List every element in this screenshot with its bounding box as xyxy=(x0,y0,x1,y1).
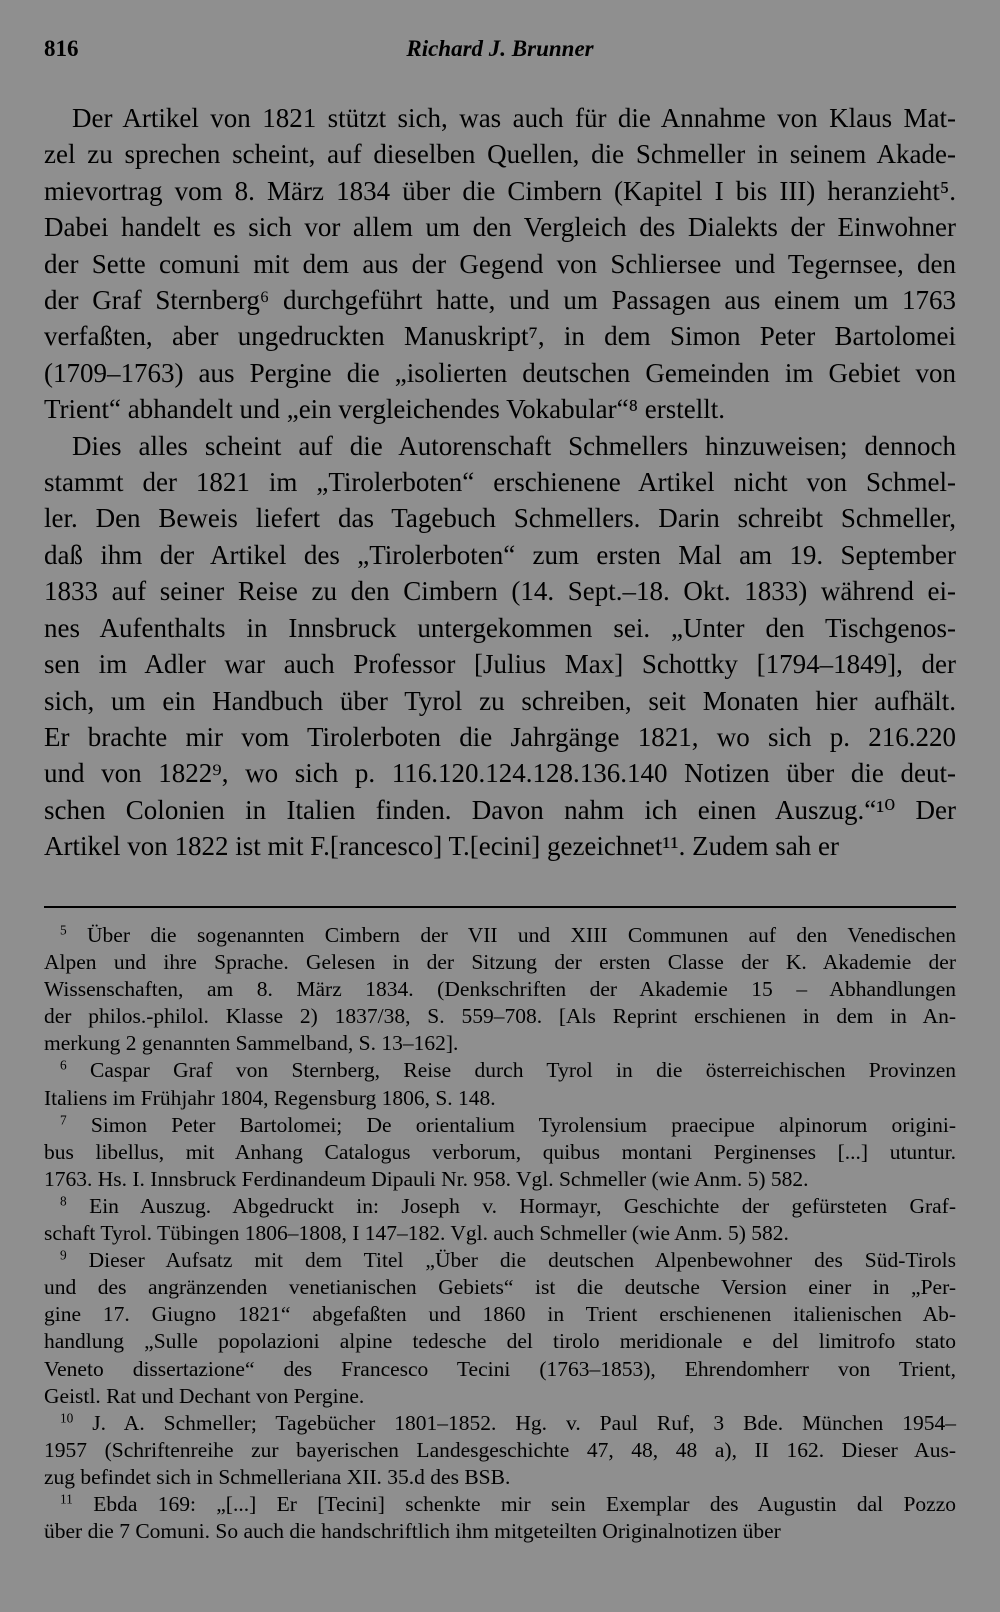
footnote-line xyxy=(44,1328,956,1355)
footnote-line xyxy=(44,1518,956,1545)
text-line: Trient“ abhandelt und „ein vergleichendes Vokabular“⁸ erstellt. xyxy=(44,394,725,425)
text-line: Dies alles scheint auf die Autorenschaft Schmellers hinzuweisen; dennoch xyxy=(72,430,956,461)
footnote xyxy=(44,1112,956,1193)
page-header xyxy=(44,36,956,68)
text-line: 1833 auf seiner Reise zu den Cimbern (14. Sept.–18. Okt. 1833) während ei- xyxy=(44,576,956,607)
footnote-line xyxy=(44,976,956,1003)
footnote-line xyxy=(44,1301,956,1328)
footnote xyxy=(44,1410,956,1491)
footnote-text: Dieser Aufsatz mit dem Titel „Über die deutschen Alpenbewohner des Süd-Tirols xyxy=(88,1248,957,1273)
footnote-text: Über die sogenannten Cimbern der VII und XIII Communen auf den Venedischen xyxy=(87,923,956,947)
footnote-line xyxy=(44,1139,956,1166)
footnote-text: merkung 2 genannten Sammelband, S. 13–162]. xyxy=(44,1031,459,1056)
footnote-text: handlung „Sulle popolazioni alpine tedesche del tirolo meridionale e del limitrofo stato xyxy=(44,1329,956,1354)
footnote-mark: 5 xyxy=(60,922,67,938)
footnote-line xyxy=(44,1437,956,1464)
text-line: Artikel von 1822 ist mit F.[rancesco] T.[ecini] gezeichnet¹¹. Zudem sah er xyxy=(44,831,840,862)
footnote-line xyxy=(44,1112,956,1139)
text-line: und von 1822⁹, wo sich p. 116.120.124.128.136.140 Notizen über die deut- xyxy=(44,758,956,789)
footnote-text: zug befindet sich in Schmelleriana XII. 35.d des BSB. xyxy=(44,1464,511,1489)
text-line: Der Artikel von 1821 stützt sich, was auch für die Annahme von Klaus Mat- xyxy=(72,103,956,133)
footnote xyxy=(44,922,956,1057)
footnote-text: bus libellus, mit Anhang Catalogus verborum, quibus montani Perginenses [...] utuntur. xyxy=(44,1139,956,1164)
page-number: 816 xyxy=(44,36,79,61)
footnote-line xyxy=(44,1464,956,1491)
text-line: (1709–1763) aus Pergine die „isolierten deutschen Gemeinden im Gebiet von xyxy=(44,357,956,388)
text-line: Dabei handelt es sich vor allem um den Vergleich des Dialekts der Einwohner xyxy=(44,212,956,243)
footnote-text: gine 17. Giugno 1821“ abgefaßten und 1860 in Trient erschienenen italienischen Ab- xyxy=(44,1302,956,1327)
footnote xyxy=(44,1491,956,1545)
text-line: der Sette comuni mit dem aus der Gegend von Schliersee und Tegernsee, den xyxy=(44,248,956,279)
text-line: Er brachte mir vom Tirolerboten die Jahrgänge 1821, wo sich p. 216.220 xyxy=(44,721,956,752)
footnote-line xyxy=(44,1356,956,1383)
footnote-text: Veneto dissertazione“ des Francesco Tecini (1763–1853), Ehrendomherr von Trient, xyxy=(44,1356,956,1381)
footnote-line xyxy=(44,1383,956,1410)
footnote-separator xyxy=(44,906,956,908)
footnote-line xyxy=(44,1274,956,1301)
paragraph xyxy=(44,428,956,865)
text-line: nes Aufenthalts in Innsbruck untergekommen sei. „Unter den Tischgenos- xyxy=(44,612,956,643)
footnote-mark: 6 xyxy=(60,1058,67,1074)
body-text xyxy=(44,100,956,865)
footnote-text: der philos.-philol. Klasse 2) 1837/38, S. 559–708. [Als Reprint erschienen in dem in An- xyxy=(44,1004,956,1029)
footnotes xyxy=(44,922,956,1545)
footnote-line xyxy=(44,1247,956,1274)
footnote-mark: 9 xyxy=(60,1247,67,1263)
text-line: verfaßten, aber ungedruckten Manuskript⁷, in dem Simon Peter Bartolomei xyxy=(44,321,956,352)
text-line: sen im Adler war auch Professor [Julius Max] Schottky [1794–1849], der xyxy=(44,649,956,680)
footnote-mark: 8 xyxy=(60,1193,67,1209)
footnote-text: Simon Peter Bartolomei; De orientalium Tyrolensium praecipue alpinorum origini- xyxy=(90,1112,957,1137)
text-line: mievortrag vom 8. März 1834 über die Cimbern (Kapitel I bis III) heranzieht⁵. xyxy=(44,175,956,206)
footnote-text: Ein Auszug. Abgedruckt in: Joseph v. Hormayr, Geschichte der gefürsteten Graf- xyxy=(89,1193,956,1218)
text-line: schen Colonien in Italien finden. Davon nahm ich einen Auszug.“¹⁰ Der xyxy=(44,794,956,825)
footnote xyxy=(44,1247,956,1410)
footnote-text: über die 7 Comuni. So auch die handschriftlich ihm mitgeteilten Originalnotizen über xyxy=(44,1519,781,1544)
footnote-line xyxy=(44,1491,956,1518)
running-head: Richard J. Brunner xyxy=(406,36,594,61)
footnote-text: Geistl. Rat und Dechant von Pergine. xyxy=(44,1383,365,1408)
footnote-mark: 11 xyxy=(60,1491,73,1507)
footnote-mark: 7 xyxy=(60,1112,67,1128)
footnote-line xyxy=(44,1030,956,1057)
text-line: zel zu sprechen scheint, auf dieselben Quellen, die Schmeller in seinem Akade- xyxy=(44,139,956,170)
footnote-text: 1763. Hs. I. Innsbruck Ferdinandeum Dipauli Nr. 958. Vgl. Schmeller (wie Anm. 5) 582. xyxy=(44,1166,809,1191)
footnote xyxy=(44,1057,956,1111)
text-line: der Graf Sternberg⁶ durchgeführt hatte, und um Passagen aus einem um 1763 xyxy=(44,285,956,316)
footnote-line xyxy=(44,1166,956,1193)
footnote-text: Italiens im Frühjahr 1804, Regensburg 1806, S. 148. xyxy=(44,1085,496,1110)
footnote-text: und des angränzenden venetianischen Gebiets“ ist die deutsche Version einer in „Per- xyxy=(44,1275,956,1300)
footnote-mark: 10 xyxy=(60,1410,74,1426)
footnote-line xyxy=(44,1057,956,1084)
text-line: daß ihm der Artikel des „Tirolerboten“ zum ersten Mal am 19. September xyxy=(44,539,956,570)
footnote-line xyxy=(44,1220,956,1247)
paragraph xyxy=(44,100,956,428)
footnote-line xyxy=(44,1085,956,1112)
footnote-text: J. A. Schmeller; Tagebücher 1801–1852. Hg. v. Paul Ruf, 3 Bde. München 1954– xyxy=(92,1410,957,1435)
footnote-text: Alpen und ihre Sprache. Gelesen in der Sitzung der ersten Classe der K. Akademie der xyxy=(44,950,956,975)
text-line: stammt der 1821 im „Tirolerboten“ erschienene Artikel nicht von Schmel- xyxy=(44,467,956,498)
footnote-line xyxy=(44,1410,956,1437)
text-line: ler. Den Beweis liefert das Tagebuch Schmellers. Darin schreibt Schmeller, xyxy=(44,503,956,534)
footnote-text: schaft Tyrol. Tübingen 1806–1808, I 147–182. Vgl. auch Schmeller (wie Anm. 5) 582. xyxy=(44,1221,789,1246)
footnote-text: Caspar Graf von Sternberg, Reise durch Tyrol in die österreichischen Provinzen xyxy=(90,1058,956,1083)
footnote-line xyxy=(44,1193,956,1220)
footnote-line xyxy=(44,949,956,976)
footnote-text: Wissenschaften, am 8. März 1834. (Denkschriften der Akademie 15 – Abhandlungen xyxy=(44,977,956,1002)
text-line: sich, um ein Handbuch über Tyrol zu schreiben, seit Monaten hier aufhält. xyxy=(44,685,956,716)
footnote-line xyxy=(44,922,956,949)
footnote-line xyxy=(44,1003,956,1030)
footnote xyxy=(44,1193,956,1247)
footnote-text: 1957 (Schriftenreihe zur bayerischen Landesgeschichte 47, 48, 48 a), II 162. Dieser Aus- xyxy=(44,1437,956,1462)
footnote-text: Ebda 169: „[...] Er [Tecini] schenkte mir sein Exemplar des Augustin dal Pozzo xyxy=(93,1491,957,1516)
